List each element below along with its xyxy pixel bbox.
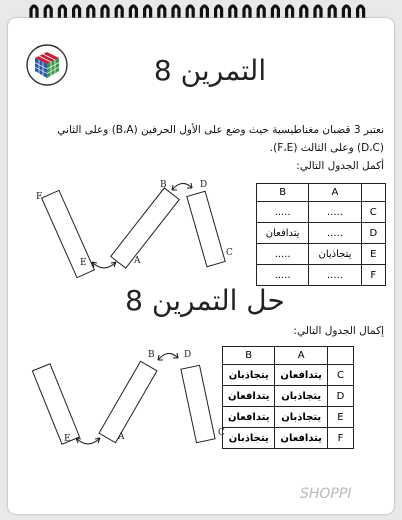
header-b-solution: B — [223, 347, 275, 365]
letter-d-solution: D — [184, 350, 192, 360]
statement-line-1: نعتبر 3 قضبان مغناطيسية حيث وضع على الأول الحرفين (B،A) وعلى الثاني — [57, 124, 384, 136]
table-row: ..... يتجاذبان E — [257, 244, 386, 265]
solution-instruction: إكمال الجدول التالي: — [293, 325, 384, 337]
letter-a-solution: A — [118, 432, 125, 442]
instruction-text: أكمل الجدول التالي: — [296, 160, 384, 172]
table-row: يتدافعان يتجاذبان E — [223, 407, 354, 428]
letter-c: C — [226, 248, 233, 258]
table-row: ..... ..... C — [257, 202, 386, 223]
table-row: ..... ..... F — [257, 265, 386, 286]
header-b: B — [257, 184, 309, 202]
table-row: يتدافعان ..... D — [257, 223, 386, 244]
letter-c-solution: C — [218, 428, 225, 438]
letter-b: B — [160, 180, 167, 190]
statement-line-2: (D،C) وعلى الثالث (F،E). — [269, 142, 384, 154]
solution-title: حل التمرين 8 — [125, 284, 285, 317]
letter-a: A — [134, 256, 141, 266]
letter-f: F — [36, 192, 43, 202]
table-row: يتجاذبان يتدافعان C — [223, 365, 354, 386]
solution-table — [222, 346, 354, 449]
header-a: A — [309, 184, 361, 202]
letter-e-solution: E — [64, 434, 71, 444]
exercise-title: التمرين 8 — [153, 54, 267, 87]
exercise-table — [256, 183, 386, 286]
cube-logo-icon — [26, 44, 68, 86]
letter-e: E — [80, 258, 87, 268]
letter-b-solution: B — [148, 350, 155, 360]
watermark: SHOPPI — [300, 486, 352, 502]
header-a-solution: A — [275, 347, 327, 365]
table-row: يتجاذبان يتدافعان F — [223, 428, 354, 449]
letter-d: D — [200, 180, 208, 190]
table-row: يتدافعان يتجاذبان D — [223, 386, 354, 407]
